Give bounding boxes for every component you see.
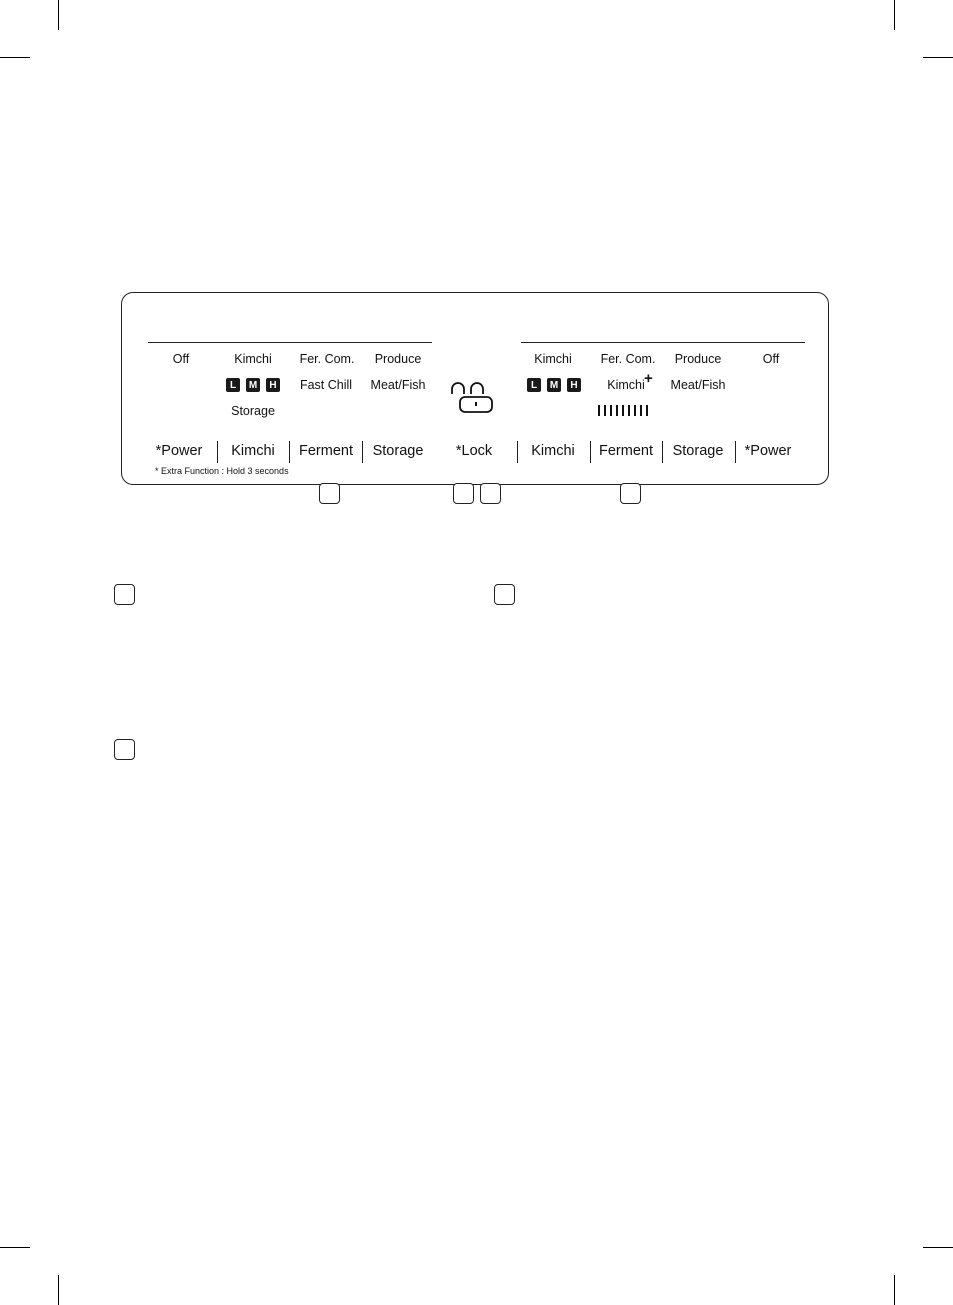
right-level-l: L <box>527 378 541 392</box>
left-fercom-indicator: Fer. Com. <box>299 352 355 366</box>
crop-mark <box>923 1247 953 1248</box>
left-level-h: H <box>266 378 280 392</box>
left-produce-indicator: Produce <box>374 352 422 366</box>
right-ferment-button[interactable]: Ferment <box>599 443 653 459</box>
bar-segment <box>628 405 630 416</box>
legend-callout-box <box>494 584 515 605</box>
callout-box <box>319 483 340 504</box>
left-level-l: L <box>226 378 240 392</box>
crop-mark <box>58 1275 59 1305</box>
right-storage-button[interactable]: Storage <box>672 443 724 459</box>
legend-callout-box <box>114 584 135 605</box>
left-meatfish-indicator: Meat/Fish <box>370 378 426 392</box>
right-meatfish-indicator: Meat/Fish <box>670 378 726 392</box>
bar-segment <box>598 405 600 416</box>
bar-segment <box>616 405 618 416</box>
bar-segment <box>604 405 606 416</box>
left-ferment-button[interactable]: Ferment <box>299 443 353 459</box>
lock-button[interactable]: *Lock <box>455 443 493 459</box>
crop-mark <box>894 0 895 30</box>
callout-box <box>480 483 501 504</box>
right-kimchi-indicator: Kimchi <box>534 352 572 366</box>
plus-icon: + <box>644 370 653 387</box>
bar-segment <box>622 405 624 416</box>
crop-mark <box>58 0 59 30</box>
crop-mark <box>894 1275 895 1305</box>
left-kimchi-indicator: Kimchi <box>234 352 272 366</box>
unlock-icon <box>448 378 494 416</box>
bar-segment <box>640 405 642 416</box>
crop-mark <box>0 1247 30 1248</box>
legend-callout-box <box>114 739 135 760</box>
progress-bar-graph <box>598 405 648 416</box>
extra-function-note: * Extra Function : Hold 3 seconds <box>155 466 289 476</box>
right-power-button[interactable]: *Power <box>744 443 792 459</box>
right-produce-indicator: Produce <box>674 352 722 366</box>
crop-mark <box>0 57 30 58</box>
left-off-indicator: Off <box>172 352 190 366</box>
callout-box <box>453 483 474 504</box>
right-level-h: H <box>567 378 581 392</box>
button-separator <box>590 441 591 463</box>
right-kimchiplus-indicator: Kimchi <box>607 378 645 392</box>
button-separator <box>289 441 290 463</box>
right-level-m: M <box>547 378 561 392</box>
right-kimchi-button[interactable]: Kimchi <box>531 443 575 459</box>
crop-mark <box>923 57 953 58</box>
bar-segment <box>610 405 612 416</box>
right-zone-divider <box>521 342 805 343</box>
button-separator <box>217 441 218 463</box>
button-separator <box>517 441 518 463</box>
left-fastchill-indicator: Fast Chill <box>299 378 353 392</box>
button-separator <box>735 441 736 463</box>
left-level-m: M <box>246 378 260 392</box>
right-fercom-indicator: Fer. Com. <box>600 352 656 366</box>
button-separator <box>662 441 663 463</box>
button-separator <box>362 441 363 463</box>
callout-box <box>620 483 641 504</box>
left-kimchi-button[interactable]: Kimchi <box>231 443 275 459</box>
right-off-indicator: Off <box>762 352 780 366</box>
left-storage-button[interactable]: Storage <box>372 443 424 459</box>
left-zone-divider <box>148 342 432 343</box>
bar-segment <box>634 405 636 416</box>
left-storage-indicator: Storage <box>231 404 275 418</box>
left-power-button[interactable]: *Power <box>155 443 203 459</box>
bar-segment <box>646 405 648 416</box>
